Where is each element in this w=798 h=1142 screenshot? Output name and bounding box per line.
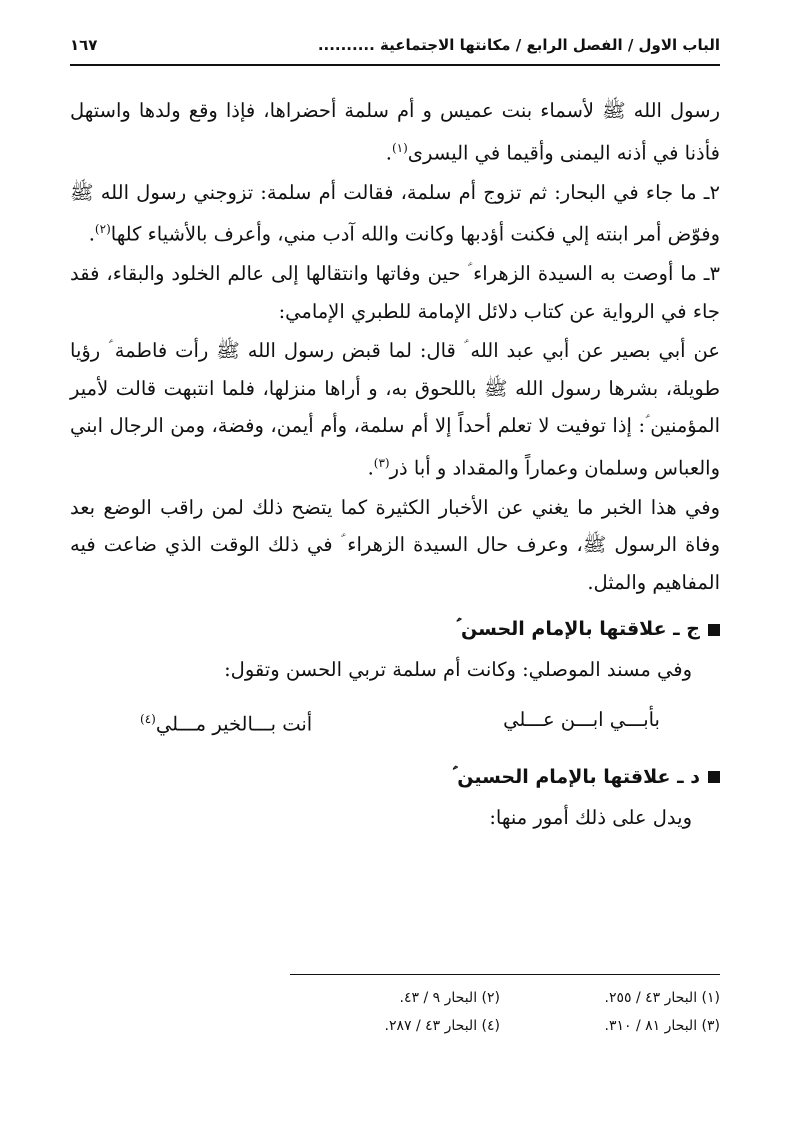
footnote-row [280,1012,720,1040]
section-c-text: وفي مسند الموصلي: وكانت أم سلمة تربي الحسن وتقول: [224,658,692,681]
footnote-rule [290,974,720,975]
square-bullet-icon [708,771,720,783]
footnote-mark-3: (٣) [373,455,390,470]
paragraph-4: عن أبي بصير عن أبي عبد الله ؑ قال: لما قبض رسول الله ﷺ رأت فاطمة ؑ رؤيا طويلة، بشرها رسول الله ﷺ باللحوق به، و أراها منزلها، فلما انتبهت قالت لأمير المؤمنين ؑ: إذا توفيت لا تعلم أحداً إلا أم سلمة، وأم أيمن، وفضة، ومن الرجال ابني والعباس وسلمان وعماراً والمقداد و أبا ذر$^{(٣)}$. [70,339,720,479]
poem-verse [70,691,720,749]
footnote-row [280,984,720,1012]
footnote-1: (١) البحار ٤٣ / ٢٥٥. [604,990,720,1006]
main-text [70,92,720,838]
footnote-3: (٣) البحار ٨١ / ٣١٠. [604,1018,720,1034]
page-number: ١٦٧ [70,36,98,54]
square-bullet-icon [708,624,720,636]
paragraph-1: رسول الله ﷺ لأسماء بنت عميس و أم سلمة أحضراها، فإذا وقع ولدها واستهل فأذنا في أذنه اليمنى وأقيما في اليسرى$^{(١)}$. [70,99,720,164]
footnote-mark-2: (٢) [94,222,111,236]
footnote-mark-4: (٤) [140,711,156,726]
footnote-4: (٤) البحار ٤٣ / ٢٨٧. [384,1018,500,1034]
footnote-mark-1: (١) [391,140,408,155]
header-leader-dots: .......... [317,36,375,54]
header-rule [70,64,720,66]
section-d-heading: د ـ علاقتها بالإمام الحسين ؑ [70,759,720,795]
footnote-2: (٢) البحار ٩ / ٤٣. [399,990,500,1006]
running-header [70,30,720,60]
section-c-heading: ج ـ علاقتها بالإمام الحسن ؑ [70,611,720,647]
section-d-text: ويدل على ذلك أمور منها: [489,805,692,829]
verse-first-hemistich: بأبـــي ابـــن عـــلي [503,707,660,731]
header-title: الباب الاول / الفصل الرابع / مكانتها الاجتماعية .......... [317,36,720,54]
footnotes [280,984,720,1040]
verse-second-hemistich: أنت بـــالخير مـــلي$^{(٤)}$ [140,711,313,735]
paragraph-2: ٢ـ ما جاء في البحار: ثم تزوج أم سلمة، فقالت أم سلمة: تزوجني رسول الله ﷺ وفوّض أمر ابنته إلي فكنت أؤدبها وكانت والله آدب مني، وأعرف بالأشياء كلها$^{(٢)}$. [70,180,720,246]
paragraph-5: وفي هذا الخبر ما يغني عن الأخبار الكثيرة كما يتضح ذلك لمن راقب الوضع بعد وفاة الرسول ﷺ، وعرف حال السيدة الزهراء ؑ في ذلك الوقت الذي ضاعت فيه المفاهيم والمثل. [70,495,720,594]
paragraph-3: ٣ـ ما أوصت به السيدة الزهراء ؑ حين وفاتها وانتقالها إلى عالم الخلود والبقاء، فقد جاء في الرواية عن كتاب دلائل الإمامة للطبري الإمامي: [70,262,720,323]
